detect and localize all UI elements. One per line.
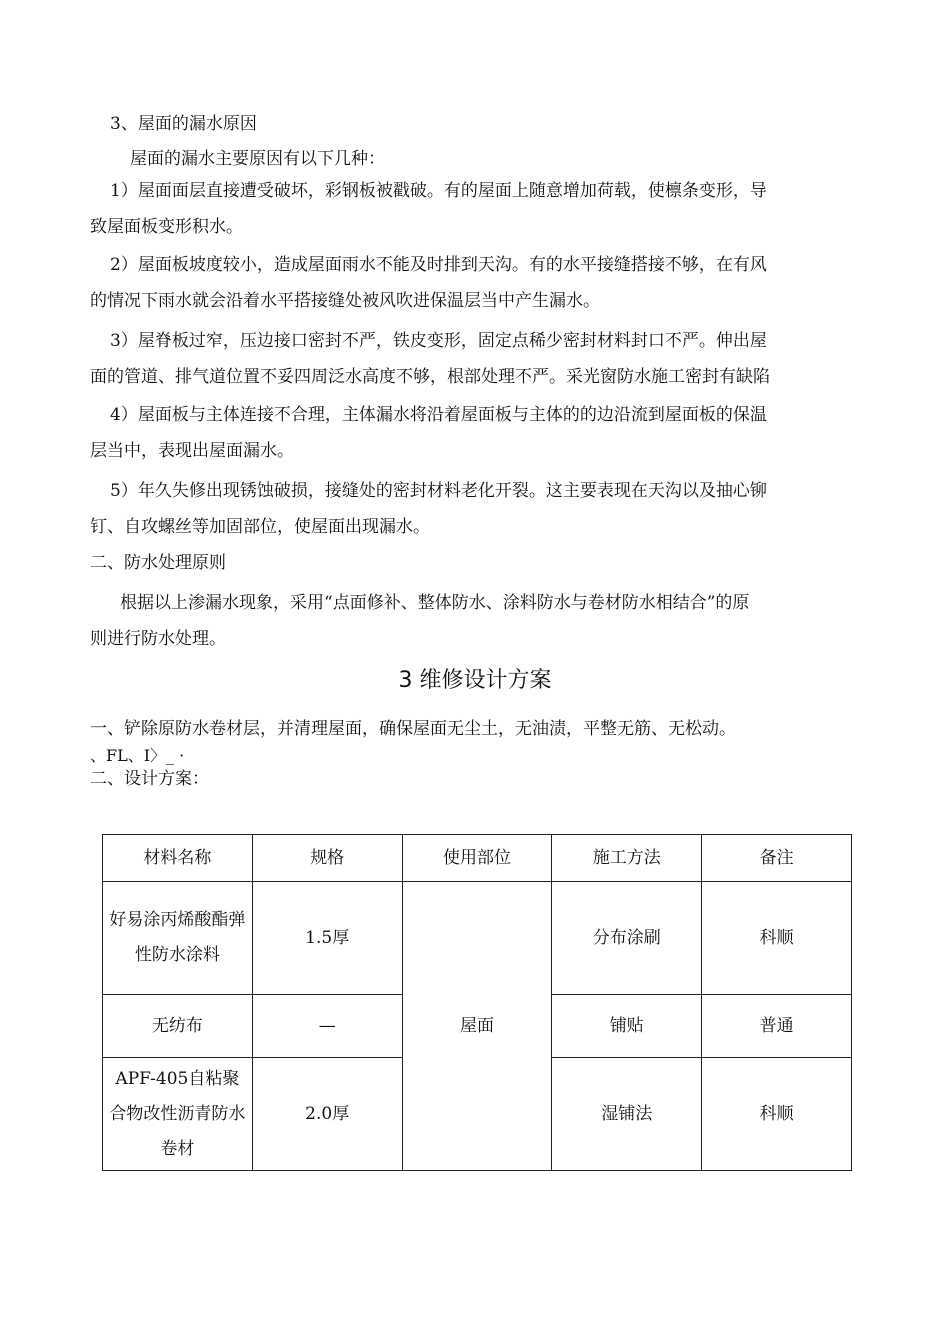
paragraph-line: 面的管道、排气道位置不妥四周泛水高度不够，根部处理不严。采光窗防水施工密封有缺陷 [90, 367, 770, 387]
material-name-cell: APF-405自粘聚合物改性沥青防水卷材 [103, 1058, 253, 1171]
table-header-cell: 施工方法 [552, 835, 702, 882]
paragraph-line: 3）屋脊板过窄，压边接口密封不严，铁皮变形，固定点稀少密封材料封口不严。伸出屋 [110, 331, 767, 351]
note-cell: 科顺 [702, 882, 852, 995]
paragraph-line: 根据以上渗漏水现象，采用“点面修补、整体防水、涂料防水与卷材防水相结合”的原 [120, 593, 750, 613]
spec-cell: 2.0厚 [252, 1058, 402, 1171]
table-header-cell: 备注 [702, 835, 852, 882]
table-header-row [103, 835, 852, 882]
paragraph-line: 的情况下雨水就会沿着水平搭接缝处被风吹进保温层当中产生漏水。 [90, 291, 600, 311]
materials-table [102, 834, 852, 1171]
paragraph-line: 5）年久失修出现锈蚀破损，接缝处的密封材料老化开裂。这主要表现在天沟以及抽心铆 [110, 481, 767, 501]
paragraph-line: 致屋面板变形积水。 [90, 217, 243, 237]
spec-cell: 1.5厚 [252, 882, 402, 995]
table-row [103, 882, 852, 995]
section-heading: 3 维修设计方案 [398, 668, 552, 693]
note-cell: 普通 [702, 995, 852, 1058]
paragraph-line: 屋面的漏水主要原因有以下几种： [130, 149, 385, 169]
paragraph-line: 4）屋面板与主体连接不合理，主体漏水将沿着屋面板与主体的的边沿流到屋面板的保温 [110, 405, 767, 425]
table-header-cell: 材料名称 [103, 835, 253, 882]
material-name-cell: 好易涂丙烯酸酯弹性防水涂料 [103, 882, 253, 995]
design-line: 、FL、I〉_ · [90, 746, 185, 765]
paragraph-line: 则进行防水处理。 [90, 629, 226, 649]
design-line: 一、铲除原防水卷材层，并清理屋面，确保屋面无尘土，无油渍，平整无筋、无松动。 [90, 719, 736, 739]
method-cell: 湿铺法 [552, 1058, 702, 1171]
method-cell: 分布涂刷 [552, 882, 702, 995]
paragraph-line: 2）屋面板坡度较小，造成屋面雨水不能及时排到天沟。有的水平接缝搭接不够，在有风 [110, 255, 767, 275]
location-cell: 屋面 [402, 882, 552, 1171]
spec-cell: — [252, 995, 402, 1058]
table-header-cell: 规格 [252, 835, 402, 882]
paragraph-line: 二、防水处理原则 [90, 553, 226, 573]
paragraph-line: 钉、自攻螺丝等加固部位，使屋面出现漏水。 [90, 517, 430, 537]
table-header-cell: 使用部位 [402, 835, 552, 882]
paragraph-line: 1）屋面面层直接遭受破坏，彩钢板被戳破。有的屋面上随意增加荷载，使檩条变形，导 [110, 181, 767, 201]
method-cell: 铺贴 [552, 995, 702, 1058]
design-line: 二、设计方案： [90, 769, 209, 789]
paragraph-line: 层当中，表现出屋面漏水。 [90, 441, 294, 461]
note-cell: 科顺 [702, 1058, 852, 1171]
paragraph-line: 3、屋面的漏水原因 [110, 114, 257, 134]
material-name-cell: 无纺布 [103, 995, 253, 1058]
